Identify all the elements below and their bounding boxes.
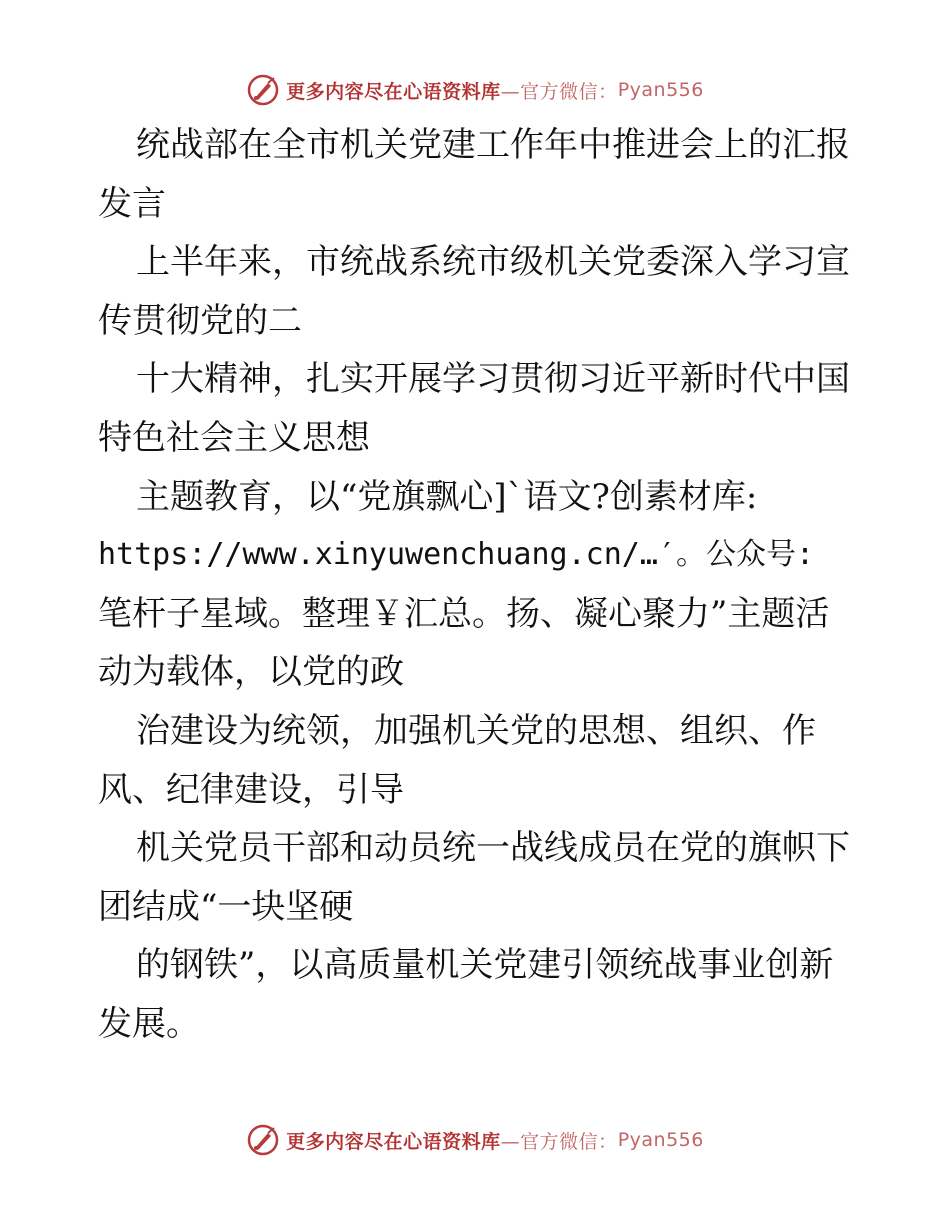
body-line-6: 特色社会主义思想 (98, 417, 370, 458)
quill-logo-icon (246, 1123, 280, 1157)
body-line-11: 治建设为统领，加强机关党的思想、组织、作 (136, 710, 816, 751)
footer-wechat-label: —官方微信： (500, 1130, 618, 1153)
body-line-13: 机关党员干部和动员统一战线成员在党的旗帜下 (136, 828, 850, 869)
body-line-10: 动为载体，以党的政 (98, 652, 404, 693)
footer-wechat-account: Pyan556 (617, 1129, 704, 1151)
body-line-9: 笔杆子星域。整理￥汇总。扬、凝心聚力”主题活 (98, 593, 830, 634)
body-line-14: 团结成“一块坚硬 (98, 886, 354, 927)
header-banner (0, 72, 950, 108)
header-wechat-account: Pyan556 (617, 79, 704, 101)
quill-logo-icon (246, 73, 280, 107)
document-body (98, 116, 858, 1054)
body-line-1: 统战部在全市机关党建工作年中推进会上的汇报 (136, 125, 850, 165)
footer-library-text: 更多内容尽在心语资料库 (286, 1130, 501, 1153)
body-line-16: 发展。 (98, 1003, 200, 1044)
body-line-7: 主题教育，以“党旗飘心]`语文?创素材库: (136, 476, 758, 517)
body-line-4: 传贯彻党的二 (98, 300, 302, 341)
body-line-8-url: https://www.xinyuwenchuang.cn/…′。公众号: (98, 537, 815, 573)
body-line-15: 的钢铁”，以高质量机关党建引领统战事业创新 (136, 945, 834, 986)
header-library-text: 更多内容尽在心语资料库 (286, 80, 501, 103)
body-line-3: 上半年来，市统战系统市级机关党委深入学习宣 (136, 242, 850, 283)
body-line-2: 发言 (98, 183, 166, 224)
body-line-5: 十大精神，扎实开展学习贯彻习近平新时代中国 (136, 359, 850, 400)
footer-banner (0, 1122, 950, 1158)
body-line-12: 风、纪律建设，引导 (98, 769, 404, 810)
header-wechat-label: —官方微信： (500, 80, 618, 103)
